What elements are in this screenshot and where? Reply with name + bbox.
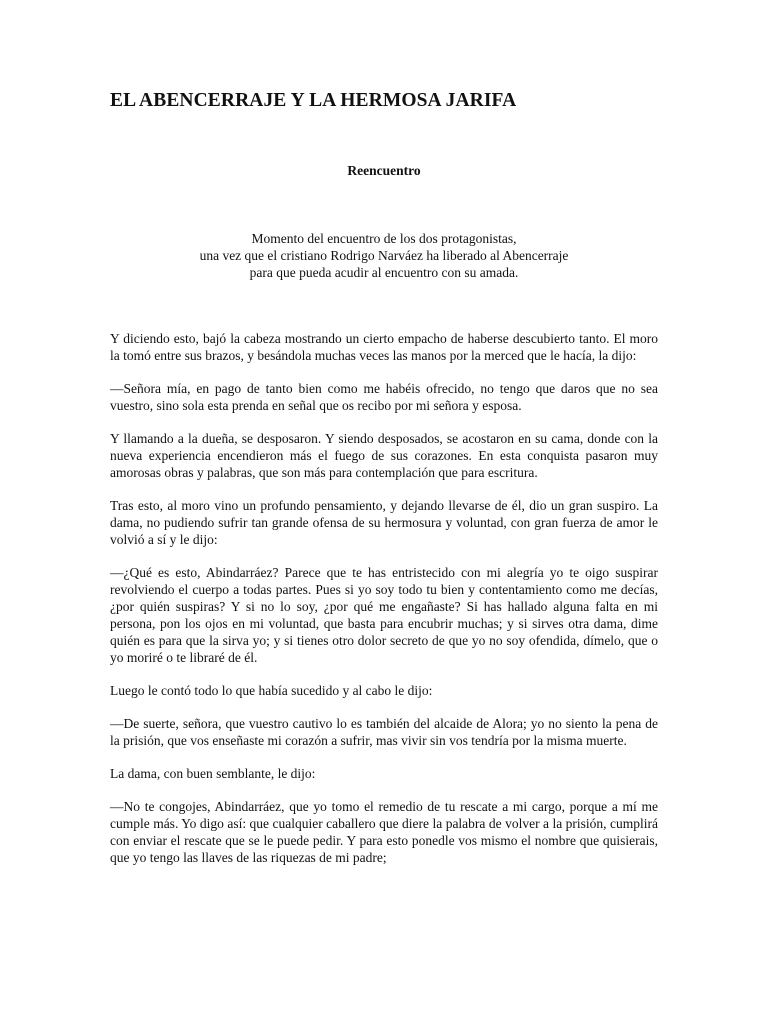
paragraph: Y diciendo esto, bajó la cabeza mostrando un cierto empacho de haberse descubierto tanto. El moro la tomó entre sus brazos, y besándola muchas veces las manos por la merced que le hacía, la dijo:	[110, 331, 658, 363]
paragraph: —De suerte, señora, que vuestro cautivo lo es también del alcaide de Alora; yo no siento la pena de la prisión, que vos enseñaste mi corazón a sufrir, mas vivir sin vos tendría por la misma muerte.	[110, 716, 658, 748]
section-subtitle: Reencuentro	[347, 163, 421, 178]
body-text	[110, 330, 658, 882]
intro-line: Momento del encuentro de los dos protagonistas,	[251, 231, 517, 246]
paragraph: —¿Qué es esto, Abindarráez? Parece que te has entristecido con mi alegría yo te oigo suspirar revolviendo el cuerpo a todas partes. Pues si yo soy todo tu bien y contentamiento como me decías, ¿por quién suspiras? Y si no lo soy, ¿por qué me engañaste? Si has hallado alguna falta en mi persona, pon los ojos en mi voluntad, que basta para encubrir muchas; y si sirves otra dama, dime quién es para que la sirva yo; y si tienes otro dolor secreto de que yo no soy ofendida, dímelo, que o yo moriré o te libraré de él.	[110, 565, 658, 665]
paragraph: La dama, con buen semblante, le dijo:	[110, 766, 316, 781]
paragraph: Tras esto, al moro vino un profundo pensamiento, y dejando llevarse de él, dio un gran suspiro. La dama, no pudiendo sufrir tan grande ofensa de su hermosura y voluntad, con gran fuerza de amor le volvió a sí y le dijo:	[110, 498, 658, 547]
intro-line: para que pueda acudir al encuentro con su amada.	[249, 265, 519, 280]
document-page	[110, 0, 658, 1024]
paragraph: —Señora mía, en pago de tanto bien como me habéis ofrecido, no tengo que daros que no sea vuestro, sino sola esta prenda en señal que os recibo por mi señora y esposa.	[110, 381, 658, 413]
intro-line: una vez que el cristiano Rodrigo Narváez ha liberado al Abencerraje	[199, 248, 569, 263]
paragraph: Luego le contó todo lo que había sucedido y al cabo le dijo:	[110, 683, 433, 698]
intro-summary	[110, 230, 658, 281]
document-title: EL ABENCERRAJE Y LA HERMOSA JARIFA	[110, 90, 517, 111]
paragraph: —No te congojes, Abindarráez, que yo tomo el remedio de tu rescate a mi cargo, porque a mí me cumple más. Yo digo así: que cualquier caballero que diere la palabra de volver a la prisión, cumplirá con enviar el rescate que se le puede pedir. Y para esto ponedle vos mismo el nombre que quisierais, que yo tengo las llaves de las riquezas de mi padre;	[110, 799, 658, 865]
paragraph: Y llamando a la dueña, se desposaron. Y siendo desposados, se acostaron en su cama, donde con la nueva experiencia encendieron más el fuego de sus corazones. En esta conquista pasaron muy amorosas obras y palabras, que son más para contemplación que para escritura.	[110, 431, 658, 480]
